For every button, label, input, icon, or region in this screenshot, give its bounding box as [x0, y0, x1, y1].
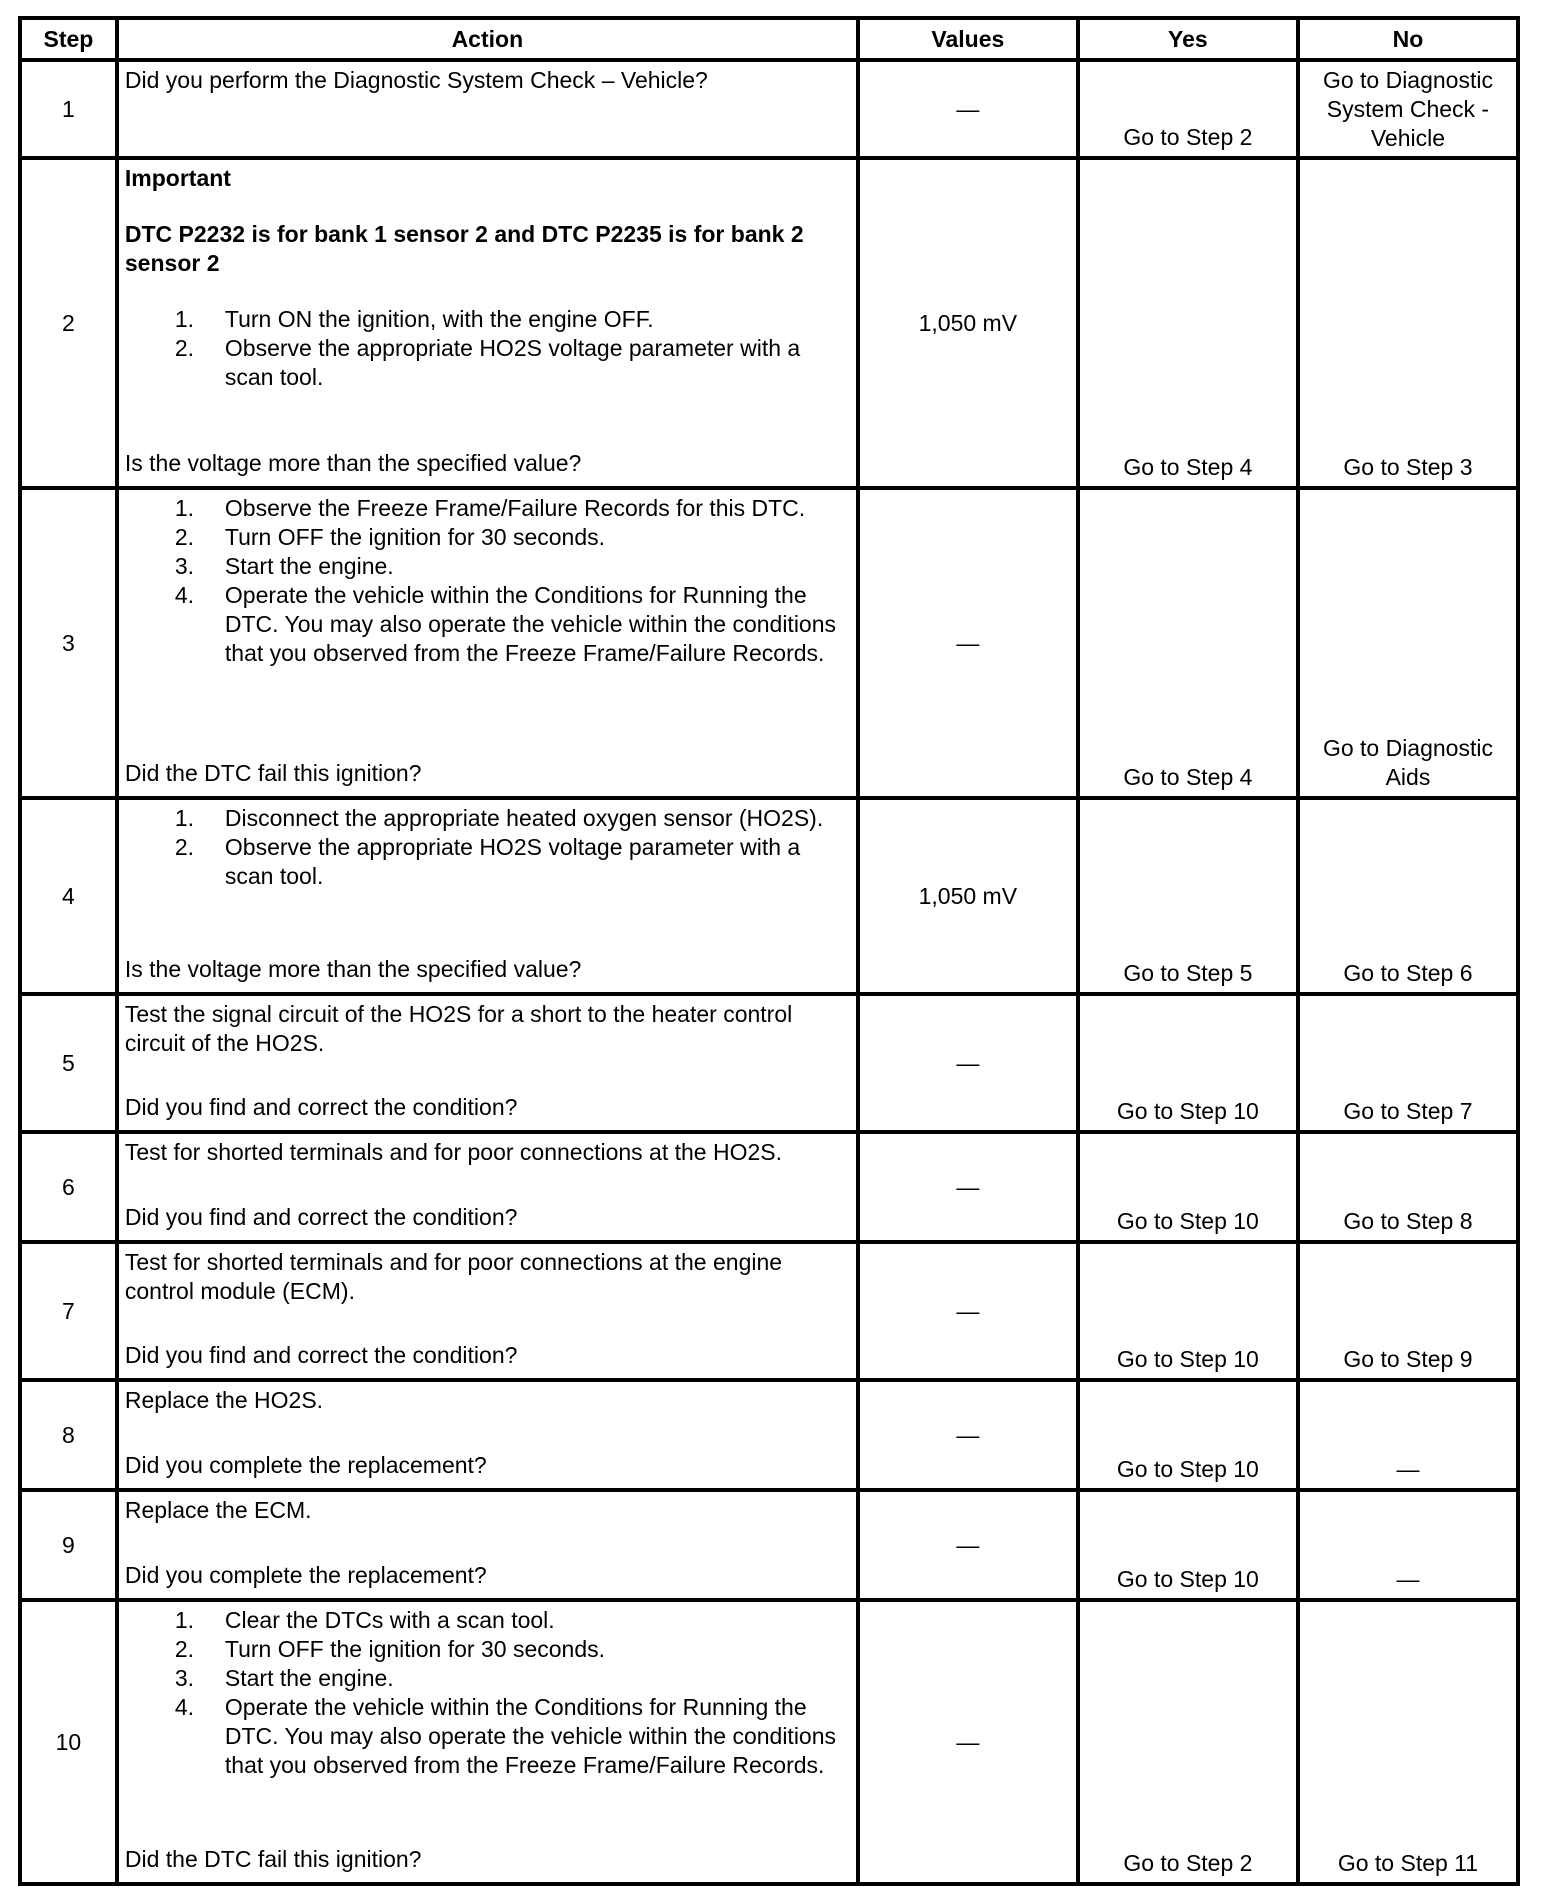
- important-label: Important: [124, 165, 231, 191]
- table-row: [20, 1380, 1518, 1490]
- action-text: Test for shorted terminals and for poor connections at the engine control module (ECM).: [124, 1249, 783, 1304]
- column-header-action: Action: [117, 18, 858, 60]
- table-row: [20, 1242, 1518, 1380]
- step-number: 6: [20, 1132, 117, 1242]
- instruction-list: [125, 804, 850, 891]
- table-row: [20, 798, 1518, 994]
- header-row: [20, 18, 1518, 60]
- action-question: Did you find and correct the condition?: [124, 1204, 518, 1230]
- action-question: Did you complete the replacement?: [124, 1452, 487, 1478]
- action-cell: [117, 488, 858, 798]
- value-cell: —: [858, 488, 1078, 798]
- important-note: DTC P2232 is for bank 1 sensor 2 and DTC P2235 is for bank 2 sensor 2: [124, 221, 804, 276]
- list-item: 3. Start the engine.: [174, 553, 394, 579]
- yes-cell: Go to Step 10: [1078, 1380, 1298, 1490]
- yes-cell: Go to Step 4: [1078, 488, 1298, 798]
- step-number: 8: [20, 1380, 117, 1490]
- list-item-text: Observe the Freeze Frame/Failure Records for this DTC.: [224, 495, 806, 521]
- action-question: Did the DTC fail this ignition?: [124, 1846, 422, 1872]
- list-item: 2. Observe the appropriate HO2S voltage parameter with a scan tool.: [174, 335, 801, 390]
- value-cell: —: [858, 1490, 1078, 1600]
- column-header-step: Step: [20, 18, 117, 60]
- list-item-text: Start the engine.: [224, 553, 394, 579]
- value-cell: —: [858, 1132, 1078, 1242]
- yes-cell: Go to Step 4: [1078, 158, 1298, 488]
- list-item-text: Start the engine.: [224, 1665, 394, 1691]
- list-item: 1. Turn ON the ignition, with the engine OFF.: [174, 306, 654, 332]
- table-row: [20, 1132, 1518, 1242]
- column-header-no: No: [1298, 18, 1518, 60]
- list-item-text: Turn OFF the ignition for 30 seconds.: [224, 1636, 605, 1662]
- no-cell: Go to Step 8: [1298, 1132, 1518, 1242]
- yes-cell: Go to Step 2: [1078, 60, 1298, 158]
- action-cell: [117, 1242, 858, 1380]
- list-item-text: Turn ON the ignition, with the engine OFF.: [224, 306, 654, 332]
- step-number: 10: [20, 1600, 117, 1884]
- no-cell: —: [1298, 1490, 1518, 1600]
- action-cell: [117, 1132, 858, 1242]
- list-item: 1. Clear the DTCs with a scan tool.: [174, 1607, 555, 1633]
- no-cell: Go to Step 6: [1298, 798, 1518, 994]
- instruction-list: [125, 305, 850, 392]
- list-item: 2. Turn OFF the ignition for 30 seconds.: [174, 1636, 605, 1662]
- table-row: [20, 1600, 1518, 1884]
- action-text: Test the signal circuit of the HO2S for a short to the heater control circuit of the HO2S.: [124, 1001, 793, 1056]
- instruction-list: [125, 1606, 850, 1780]
- value-cell: —: [858, 1380, 1078, 1490]
- step-number: 1: [20, 60, 117, 158]
- step-number: 4: [20, 798, 117, 994]
- value-cell: 1,050 mV: [858, 798, 1078, 994]
- column-header-values: Values: [858, 18, 1078, 60]
- table-row: [20, 60, 1518, 158]
- no-cell: Go to Step 11: [1298, 1600, 1518, 1884]
- action-cell: [117, 1490, 858, 1600]
- table-row: [20, 158, 1518, 488]
- no-cell: Go to Step 3: [1298, 158, 1518, 488]
- instruction-list: [125, 494, 850, 668]
- yes-cell: Go to Step 10: [1078, 1242, 1298, 1380]
- list-item-text: Observe the appropriate HO2S voltage parameter with a scan tool.: [224, 335, 801, 390]
- action-question: Is the voltage more than the specified value?: [124, 956, 582, 982]
- list-item: 1. Observe the Freeze Frame/Failure Records for this DTC.: [174, 495, 806, 521]
- list-item-text: Operate the vehicle within the Conditions for Running the DTC. You may also operate the vehicle within the conditions that you observed from the Freeze Frame/Failure Records.: [224, 1694, 837, 1778]
- yes-cell: Go to Step 10: [1078, 994, 1298, 1132]
- action-question: Did the DTC fail this ignition?: [124, 760, 422, 786]
- value-cell: —: [858, 994, 1078, 1132]
- action-cell: [117, 60, 858, 158]
- step-number: 3: [20, 488, 117, 798]
- action-question: Did you find and correct the condition?: [124, 1094, 518, 1120]
- action-text: Did you perform the Diagnostic System Check – Vehicle?: [124, 67, 708, 93]
- action-cell: [117, 158, 858, 488]
- list-item: 4. Operate the vehicle within the Conditions for Running the DTC. You may also operate the vehicle within the conditions that you observed from the Freeze Frame/Failure Records.: [174, 582, 837, 666]
- list-item-text: Disconnect the appropriate heated oxygen sensor (HO2S).: [224, 805, 824, 831]
- list-item: 2. Turn OFF the ignition for 30 seconds.: [174, 524, 605, 550]
- list-item: 3. Start the engine.: [174, 1665, 394, 1691]
- diagnostic-steps-table: [18, 16, 1520, 1886]
- list-item: 2. Observe the appropriate HO2S voltage parameter with a scan tool.: [174, 834, 801, 889]
- list-item-text: Operate the vehicle within the Conditions for Running the DTC. You may also operate the vehicle within the conditions that you observed from the Freeze Frame/Failure Records.: [224, 582, 837, 666]
- diagnostic-table-sheet: [18, 16, 1520, 1886]
- action-question: Did you find and correct the condition?: [124, 1342, 518, 1368]
- yes-cell: Go to Step 5: [1078, 798, 1298, 994]
- yes-cell: Go to Step 10: [1078, 1132, 1298, 1242]
- column-header-yes: Yes: [1078, 18, 1298, 60]
- yes-cell: Go to Step 10: [1078, 1490, 1298, 1600]
- step-number: 5: [20, 994, 117, 1132]
- list-item: 4. Operate the vehicle within the Conditions for Running the DTC. You may also operate the vehicle within the conditions that you observed from the Freeze Frame/Failure Records.: [174, 1694, 837, 1778]
- action-cell: [117, 798, 858, 994]
- action-cell: [117, 1380, 858, 1490]
- action-text: Replace the HO2S.: [124, 1387, 324, 1413]
- list-item-text: Turn OFF the ignition for 30 seconds.: [224, 524, 605, 550]
- list-item: 1. Disconnect the appropriate heated oxygen sensor (HO2S).: [174, 805, 824, 831]
- no-cell: Go to Step 7: [1298, 994, 1518, 1132]
- value-cell: 1,050 mV: [858, 158, 1078, 488]
- table-row: [20, 488, 1518, 798]
- no-cell: Go to Diagnostic System Check - Vehicle: [1298, 60, 1518, 158]
- list-item-text: Clear the DTCs with a scan tool.: [224, 1607, 555, 1633]
- table-row: [20, 994, 1518, 1132]
- action-question: Is the voltage more than the specified value?: [124, 450, 582, 476]
- action-question: Did you complete the replacement?: [124, 1562, 487, 1588]
- action-text: Replace the ECM.: [124, 1497, 312, 1523]
- action-cell: [117, 994, 858, 1132]
- no-cell: —: [1298, 1380, 1518, 1490]
- no-cell: Go to Diagnostic Aids: [1298, 488, 1518, 798]
- step-number: 7: [20, 1242, 117, 1380]
- value-cell: —: [858, 60, 1078, 158]
- yes-cell: Go to Step 2: [1078, 1600, 1298, 1884]
- value-cell: —: [858, 1242, 1078, 1380]
- table-row: [20, 1490, 1518, 1600]
- value-cell: —: [858, 1600, 1078, 1884]
- no-cell: Go to Step 9: [1298, 1242, 1518, 1380]
- action-text: Test for shorted terminals and for poor connections at the HO2S.: [124, 1139, 783, 1165]
- action-cell: [117, 1600, 858, 1884]
- step-number: 2: [20, 158, 117, 488]
- list-item-text: Observe the appropriate HO2S voltage parameter with a scan tool.: [224, 834, 801, 889]
- step-number: 9: [20, 1490, 117, 1600]
